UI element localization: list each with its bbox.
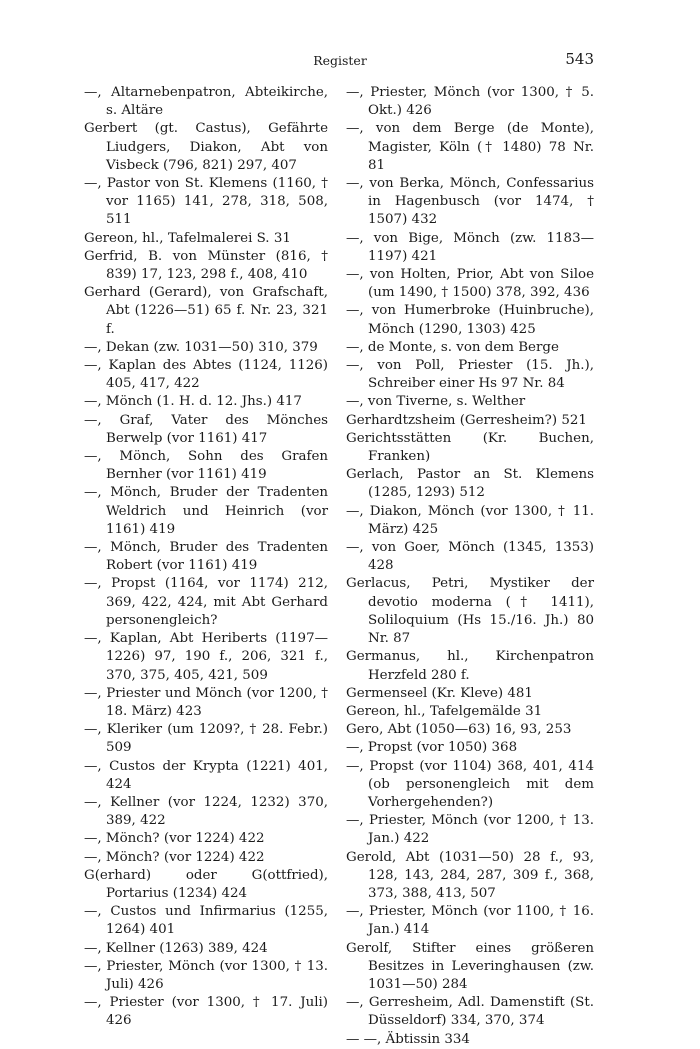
- index-entry: —, von Bige, Mönch (zw. 1183—1197) 421: [346, 230, 594, 264]
- index-entry: —, von dem Berge (de Monte), Magister, Köln († 1480) 78 Nr. 81: [346, 121, 594, 173]
- index-entry: Gerhardtzsheim (Gerresheim?) 521: [346, 412, 587, 428]
- index-entry: —, Kellner (vor 1224, 1232) 370, 389, 422: [84, 794, 328, 829]
- index-entry: Gerlacus, Petri, Mystiker der devotio moderna († 1411), Soliloquium (Hs 15./16. Jh.) 80 Nr. 87: [346, 576, 594, 647]
- index-entry: —, Pastor von St. Klemens (1160, † vor 1165) 141, 278, 318, 508, 511: [84, 176, 328, 228]
- index-entry: —, Mönch, Bruder der Tradenten Weldrich und Heinrich (vor 1161) 419: [84, 485, 328, 537]
- index-entry: —, von Holten, Prior, Abt von Siloe (um 1490, † 1500) 378, 392, 436: [346, 267, 594, 301]
- index-entry: —, Priester und Mönch (vor 1200, † 18. März) 423: [84, 685, 328, 719]
- index-entry: —, Kellner (1263) 389, 424: [84, 940, 268, 956]
- index-entry: —, Mönch? (vor 1224) 422: [84, 831, 265, 847]
- index-entry: —, von Goer, Mönch (1345, 1353) 428: [346, 540, 594, 574]
- index-entry: —, Priester, Mönch (vor 1100, † 16. Jan.) 414: [346, 904, 594, 938]
- index-entry: —, Priester, Mönch (vor 1300, † 13. Juli) 426: [84, 958, 328, 992]
- index-entry: —, de Monte, s. von dem Berge: [346, 339, 559, 355]
- index-entry: —, Mönch, Sohn des Grafen Bernher (vor 1161) 419: [84, 449, 328, 483]
- index-entry: — —, Äbtissin 334: [346, 1031, 470, 1047]
- index-entry: —, Priester (vor 1300, † 17. Juli) 426: [84, 995, 328, 1029]
- index-entry: —, Propst (vor 1050) 368: [346, 740, 518, 756]
- index-column-right: [346, 84, 594, 1049]
- index-entry: Gerbert (gt. Castus), Gefährte Liudgers, Diakon, Abt von Visbeck (796, 821) 297, 407: [84, 121, 328, 173]
- index-entry: Gerhard (Gerard), von Grafschaft, Abt (1226—51) 65 f. Nr. 23, 321 f.: [84, 285, 328, 337]
- index-entry: —, Priester, Mönch (vor 1300, † 5. Okt.) 426: [346, 85, 594, 119]
- index-entry: —, Kleriker (um 1209?, † 28. Febr.) 509: [84, 722, 328, 756]
- index-entry: —, von Poll, Priester (15. Jh.), Schreiber einer Hs 97 Nr. 84: [346, 358, 594, 392]
- index-entry: —, Graf, Vater des Mönches Berwelp (vor 1161) 417: [84, 412, 328, 446]
- index-entry: Germenseel (Kr. Kleve) 481: [346, 685, 533, 701]
- index-entry: Gerlach, Pastor an St. Klemens (1285, 1293) 512: [346, 467, 594, 501]
- index-entry: Gero, Abt (1050—63) 16, 93, 253: [346, 722, 572, 738]
- index-entry: —, von Humerbroke (Huinbruche), Mönch (1290, 1303) 425: [346, 303, 594, 337]
- index-entry: —, von Berka, Mönch, Confessarius in Hagenbusch (vor 1474, † 1507) 432: [346, 176, 594, 228]
- index-entry: —, Mönch, Bruder des Tradenten Robert (vor 1161) 419: [84, 540, 328, 574]
- index-entry: —, Altarnebenpatron, Abteikirche, s. Altäre: [84, 85, 328, 119]
- index-entry: —, Custos und Infirmarius (1255, 1264) 401: [84, 904, 328, 938]
- index-entry: G(erhard) oder G(ottfried), Portarius (1234) 424: [84, 867, 328, 901]
- index-entry: —, Propst (1164, vor 1174) 212, 369, 422, 424, mit Abt Gerhard personengleich?: [84, 576, 328, 628]
- index-entry: Gereon, hl., Tafelgemälde 31: [346, 703, 543, 719]
- index-column-left: [84, 84, 328, 1031]
- index-entry: —, Kaplan, Abt Heriberts (1197—1226) 97, 190 f., 206, 321 f., 370, 375, 405, 421, 509: [84, 631, 328, 683]
- index-entry: —, Custos der Krypta (1221) 401, 424: [84, 758, 328, 792]
- index-entry: Gerichtsstätten (Kr. Buchen, Franken): [346, 430, 594, 465]
- page-header: [84, 50, 596, 74]
- index-entry: —, Diakon, Mönch (vor 1300, † 11. März) 425: [346, 503, 594, 537]
- index-entry: Germanus, hl., Kirchenpatron Herzfeld 280 f.: [346, 649, 594, 683]
- index-entry: —, Priester, Mönch (vor 1200, † 13. Jan.) 422: [346, 813, 594, 847]
- running-title: Register: [313, 53, 367, 68]
- index-entry: —, Dekan (zw. 1031—50) 310, 379: [84, 339, 318, 355]
- page-number: 543: [565, 50, 594, 68]
- index-entry: —, Propst (vor 1104) 368, 401, 414 (ob personengleich mit dem Vorhergehenden?): [346, 758, 594, 810]
- index-entry: —, Kaplan des Abtes (1124, 1126) 405, 417, 422: [84, 358, 328, 392]
- index-entry: Gerolf, Stifter eines größeren Besitzes in Leveringhausen (zw. 1031—50) 284: [346, 940, 594, 992]
- index-entry: Gerfrid, B. von Münster (816, † 839) 17, 123, 298 f., 408, 410: [84, 248, 328, 283]
- index-entry: —, Mönch (1. H. d. 12. Jhs.) 417: [84, 394, 302, 410]
- index-entry: Gereon, hl., Tafelmalerei S. 31: [84, 230, 291, 246]
- index-entry: —, Mönch? (vor 1224) 422: [84, 849, 265, 865]
- index-entry: —, von Tiverne, s. Welther: [346, 394, 526, 410]
- index-entry: Gerold, Abt (1031—50) 28 f., 93, 128, 143, 284, 287, 309 f., 368, 373, 388, 413, 507: [346, 849, 594, 901]
- index-entry: —, Gerresheim, Adl. Damenstift (St. Düsseldorf) 334, 370, 374: [346, 995, 594, 1029]
